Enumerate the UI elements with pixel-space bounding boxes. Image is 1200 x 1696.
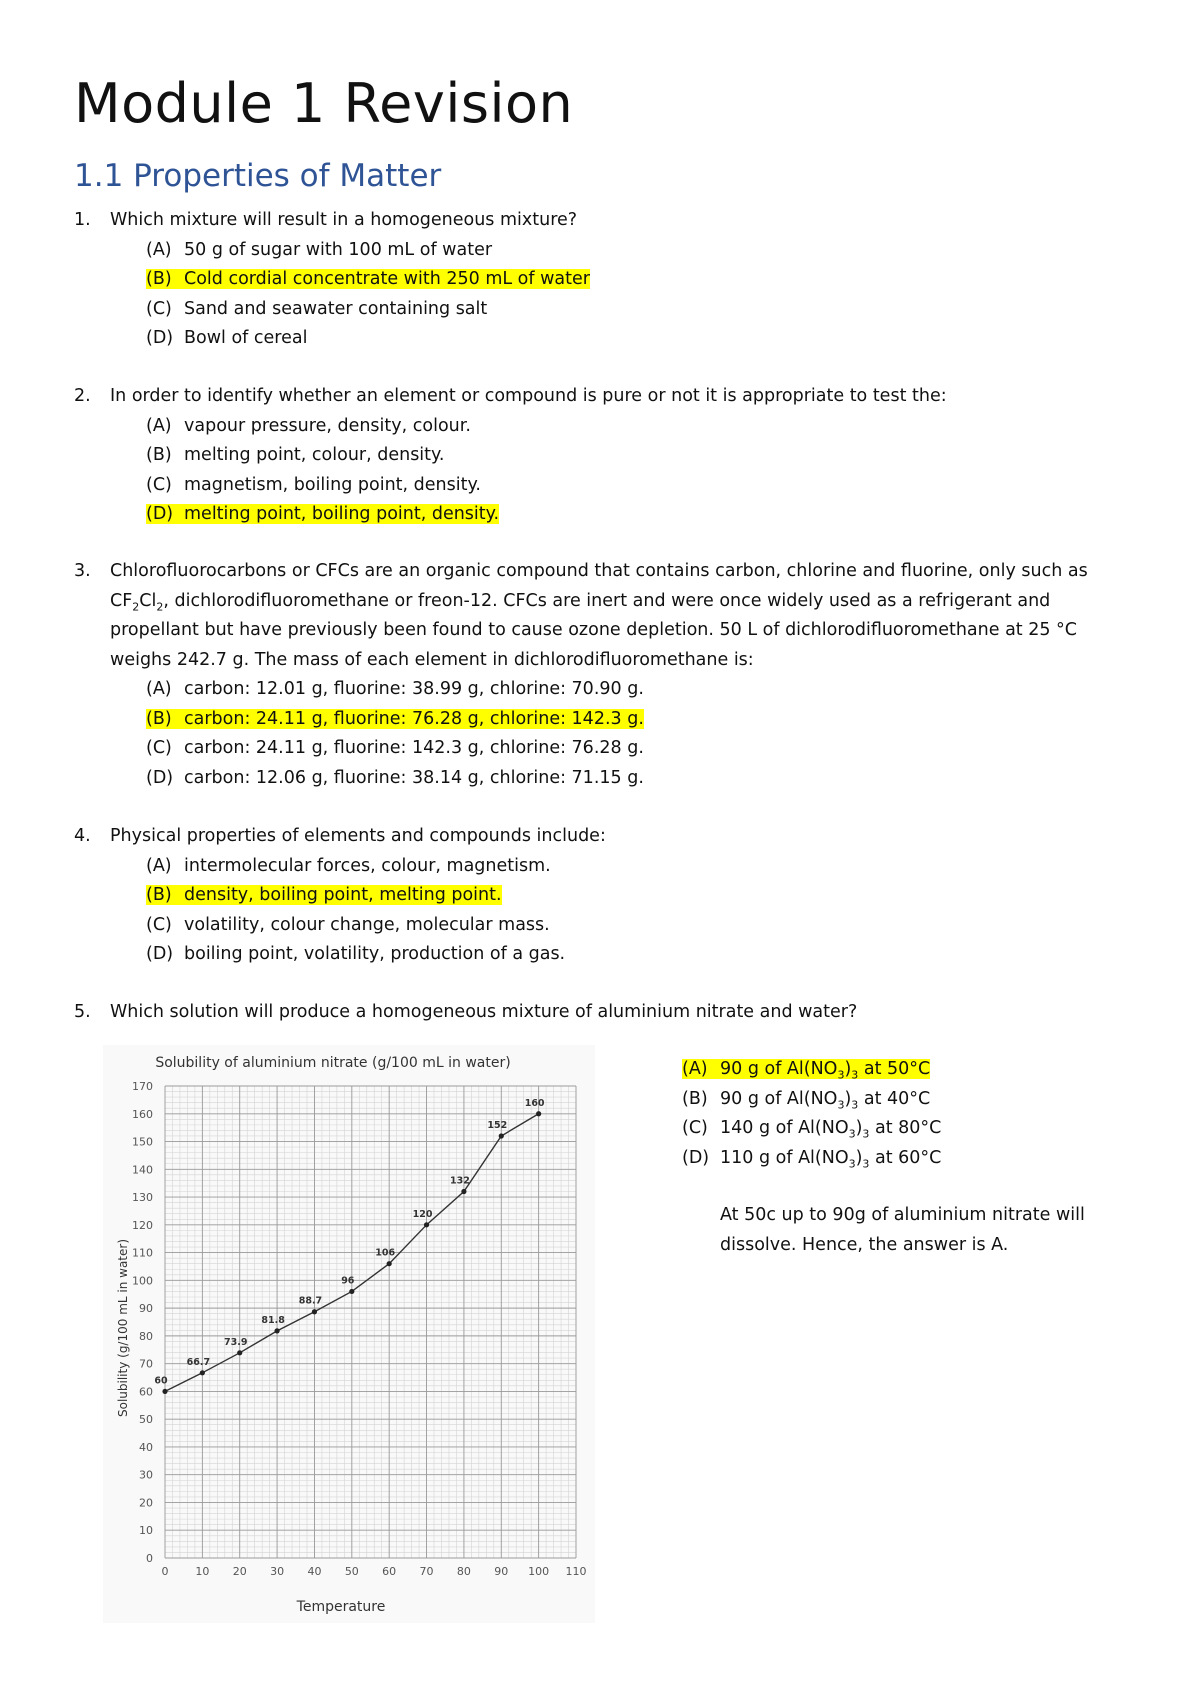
option-text: 90 g of $Al(NO_3)_3$ at 50°C bbox=[720, 1059, 931, 1082]
option-a bbox=[146, 412, 1160, 442]
question-4 bbox=[74, 822, 1160, 970]
y-tick-label: 20 bbox=[139, 1496, 153, 1510]
data-point bbox=[274, 1328, 279, 1333]
x-tick-label: 10 bbox=[195, 1565, 210, 1578]
option-label: (D) bbox=[146, 767, 174, 788]
data-point bbox=[461, 1189, 466, 1194]
option-text: melting point, colour, density. bbox=[184, 445, 445, 465]
minor-gridlines bbox=[165, 1086, 576, 1558]
question-number: 4. bbox=[74, 826, 91, 846]
option-b bbox=[682, 1085, 1140, 1115]
x-tick-label: 80 bbox=[456, 1565, 471, 1578]
option-text: 140 g of $Al(NO_3)_3$ at 80°C bbox=[720, 1118, 942, 1141]
y-tick-label: 170 bbox=[132, 1080, 153, 1093]
data-label: 96 bbox=[341, 1275, 355, 1287]
option-label: (B) bbox=[682, 1088, 708, 1109]
option-label: (A) bbox=[146, 679, 172, 699]
option-text: carbon: 12.06 g, fluorine: 38.14 g, chlorine: 71.15 g. bbox=[184, 767, 644, 788]
x-tick-label: 20 bbox=[232, 1565, 247, 1578]
x-tick-label: 40 bbox=[307, 1565, 322, 1578]
data-label: 160 bbox=[524, 1097, 545, 1109]
data-point bbox=[424, 1222, 429, 1227]
option-label: (C) bbox=[146, 738, 172, 758]
option-d bbox=[146, 940, 1160, 970]
data-point bbox=[499, 1133, 504, 1138]
option-d bbox=[682, 1144, 1140, 1174]
data-point bbox=[312, 1309, 317, 1314]
answer-options bbox=[146, 852, 1160, 970]
option-label: (C) bbox=[146, 914, 172, 935]
option-label: (D) bbox=[146, 944, 174, 964]
option-c bbox=[146, 295, 1160, 325]
x-tick-label: 70 bbox=[419, 1565, 434, 1578]
data-label: 120 bbox=[412, 1208, 433, 1220]
option-label: (B) bbox=[146, 885, 172, 905]
data-label: 152 bbox=[487, 1119, 508, 1131]
option-d bbox=[146, 324, 1160, 354]
option-b bbox=[146, 881, 1160, 911]
x-tick-label: 60 bbox=[382, 1565, 397, 1578]
document-title: Module 1 Revision bbox=[74, 72, 574, 135]
solubility-chart bbox=[103, 1045, 595, 1623]
option-label: (A) bbox=[146, 415, 172, 436]
option-label: (B) bbox=[146, 445, 172, 465]
x-tick-label: 110 bbox=[565, 1565, 587, 1578]
section-heading: 1.1 Properties of Matter bbox=[74, 158, 442, 194]
chart-title: Solubility of aluminium nitrate (g/100 mL in water) bbox=[155, 1055, 511, 1071]
major-gridlines bbox=[165, 1086, 576, 1558]
data-label: 132 bbox=[449, 1175, 470, 1187]
question-stem: In order to identify whether an element or compound is pure or not it is appropriate to test the: bbox=[110, 386, 947, 406]
option-text: carbon: 24.11 g, fluorine: 76.28 g, chlorine: 142.3 g. bbox=[184, 708, 644, 729]
y-tick-label: 60 bbox=[139, 1385, 153, 1399]
data-label: 73.9 bbox=[224, 1336, 248, 1348]
y-tick-label: 90 bbox=[139, 1302, 153, 1316]
option-b bbox=[146, 441, 1160, 471]
y-tick-label: 0 bbox=[146, 1552, 153, 1565]
data-label: 60 bbox=[154, 1375, 168, 1387]
stem-line: propellant but have previously been found to cause ozone depletion. 50 L of dichlorodifluoromethane at 25 °C bbox=[110, 620, 1078, 640]
option-label: (D) bbox=[146, 328, 174, 348]
x-tick-label: 30 bbox=[270, 1565, 285, 1578]
data-label: 81.8 bbox=[261, 1314, 285, 1326]
question-5 bbox=[74, 998, 1160, 1028]
stem-line: Chlorofluorocarbons or CFCs are an organic compound that contains carbon, chlorine and fluorine, only such as bbox=[110, 561, 1088, 581]
option-b bbox=[146, 265, 1160, 295]
x-tick-label: 100 bbox=[528, 1565, 550, 1578]
option-text: 90 g of $Al(NO_3)_3$ at 40°C bbox=[720, 1088, 931, 1111]
option-a bbox=[146, 852, 1160, 882]
question-number: 1. bbox=[74, 210, 91, 230]
data-label: 106 bbox=[375, 1247, 396, 1259]
y-tick-label: 80 bbox=[139, 1329, 153, 1343]
x-axis-label: Temperature bbox=[296, 1599, 386, 1615]
data-label: 66.7 bbox=[186, 1356, 211, 1368]
option-label: (B) bbox=[146, 269, 172, 289]
option-a bbox=[682, 1055, 1140, 1085]
option-text: volatility, colour change, molecular mass. bbox=[184, 914, 550, 935]
option-text: melting point, boiling point, density. bbox=[184, 504, 500, 524]
option-c bbox=[146, 911, 1160, 941]
option-text: magnetism, boiling point, density. bbox=[184, 474, 481, 495]
option-label: (C) bbox=[682, 1118, 708, 1138]
y-tick-label: 140 bbox=[132, 1163, 153, 1177]
option-text: boiling point, volatility, production of a gas. bbox=[184, 944, 566, 964]
option-text: density, boiling point, melting point. bbox=[184, 885, 502, 905]
data-point bbox=[349, 1289, 354, 1294]
question-number: 3. bbox=[74, 561, 91, 581]
y-tick-label: 120 bbox=[132, 1218, 153, 1232]
formula: $CF_2Cl_2$, bbox=[110, 590, 169, 613]
option-label: (B) bbox=[146, 708, 172, 729]
data-point bbox=[162, 1389, 167, 1394]
option-text: 110 g of $Al(NO_3)_3$ at 60°C bbox=[720, 1147, 942, 1170]
option-text: vapour pressure, density, colour. bbox=[184, 415, 471, 436]
option-label: (C) bbox=[146, 474, 172, 495]
y-tick-label: 30 bbox=[139, 1468, 153, 1482]
y-axis-label: Solubility (g/100 mL in water) bbox=[116, 1238, 130, 1418]
option-text: carbon: 12.01 g, fluorine: 38.99 g, chlorine: 70.90 g. bbox=[184, 679, 644, 699]
question-5-options bbox=[682, 1055, 1140, 1260]
data-point bbox=[237, 1350, 242, 1355]
question-number: 2. bbox=[74, 386, 91, 406]
question-2 bbox=[74, 382, 1160, 530]
option-c bbox=[146, 734, 1160, 764]
y-tick-label: 50 bbox=[139, 1413, 153, 1427]
option-label: (A) bbox=[146, 239, 172, 260]
y-tick-label: 70 bbox=[139, 1357, 153, 1371]
option-c bbox=[682, 1114, 1140, 1144]
option-text: 50 g of sugar with 100 mL of water bbox=[184, 239, 493, 260]
data-point bbox=[536, 1111, 541, 1116]
answer-options bbox=[146, 412, 1160, 530]
question-3 bbox=[74, 557, 1160, 793]
option-label: (A) bbox=[146, 855, 172, 876]
option-d bbox=[146, 764, 1160, 794]
question-number: 5. bbox=[74, 1002, 91, 1022]
x-tick-label: 50 bbox=[344, 1565, 359, 1578]
stem-line-formula: $CF_2Cl_2$, dichlorodifluoromethane or freon-12. CFCs are inert and were once widely used as a refrigerant and bbox=[110, 590, 1051, 613]
option-c bbox=[146, 471, 1160, 501]
option-text: intermolecular forces, colour, magnetism. bbox=[184, 855, 551, 876]
option-text: carbon: 24.11 g, fluorine: 142.3 g, chlorine: 76.28 g. bbox=[184, 738, 644, 758]
data-point bbox=[200, 1370, 205, 1375]
y-tick-label: 100 bbox=[132, 1274, 153, 1288]
chart-svg bbox=[103, 1045, 595, 1623]
explanation-line: At 50c up to 90g of aluminium nitrate will bbox=[720, 1205, 1085, 1225]
y-tick-label: 110 bbox=[132, 1246, 153, 1260]
option-text: Bowl of cereal bbox=[184, 328, 308, 348]
y-tick-label: 130 bbox=[132, 1191, 153, 1205]
answer-options bbox=[682, 1055, 1140, 1173]
option-label: (D) bbox=[146, 504, 174, 524]
option-text: Cold cordial concentrate with 250 mL of water bbox=[184, 269, 590, 289]
answer-options bbox=[146, 675, 1160, 793]
answer-options bbox=[146, 236, 1160, 354]
option-label: (A) bbox=[682, 1059, 708, 1079]
y-tick-label: 10 bbox=[139, 1524, 153, 1538]
option-d bbox=[146, 500, 1160, 530]
x-tick-label: 90 bbox=[494, 1565, 509, 1578]
explanation-line: dissolve. Hence, the answer is A. bbox=[720, 1234, 1009, 1255]
question-stem: Which solution will produce a homogeneous mixture of aluminium nitrate and water? bbox=[110, 1002, 858, 1022]
y-tick-label: 40 bbox=[139, 1440, 153, 1454]
question-stem bbox=[110, 557, 1160, 675]
y-tick-label: 160 bbox=[132, 1107, 153, 1121]
data-point bbox=[387, 1261, 392, 1266]
answer-explanation bbox=[720, 1201, 1140, 1260]
option-label: (C) bbox=[146, 298, 172, 319]
stem-line: weighs 242.7 g. The mass of each element in dichlorodifluoromethane is: bbox=[110, 649, 754, 670]
option-text: Sand and seawater containing salt bbox=[184, 298, 488, 319]
x-tick-label: 0 bbox=[161, 1565, 169, 1578]
option-a bbox=[146, 236, 1160, 266]
question-1 bbox=[74, 206, 1160, 354]
option-label: (D) bbox=[682, 1147, 710, 1168]
question-stem: Which mixture will result in a homogeneous mixture? bbox=[110, 210, 578, 230]
y-tick-label: 150 bbox=[132, 1135, 153, 1149]
option-a bbox=[146, 675, 1160, 705]
question-stem: Physical properties of elements and compounds include: bbox=[110, 826, 606, 846]
option-b bbox=[146, 705, 1160, 735]
data-label: 88.7 bbox=[298, 1295, 323, 1307]
